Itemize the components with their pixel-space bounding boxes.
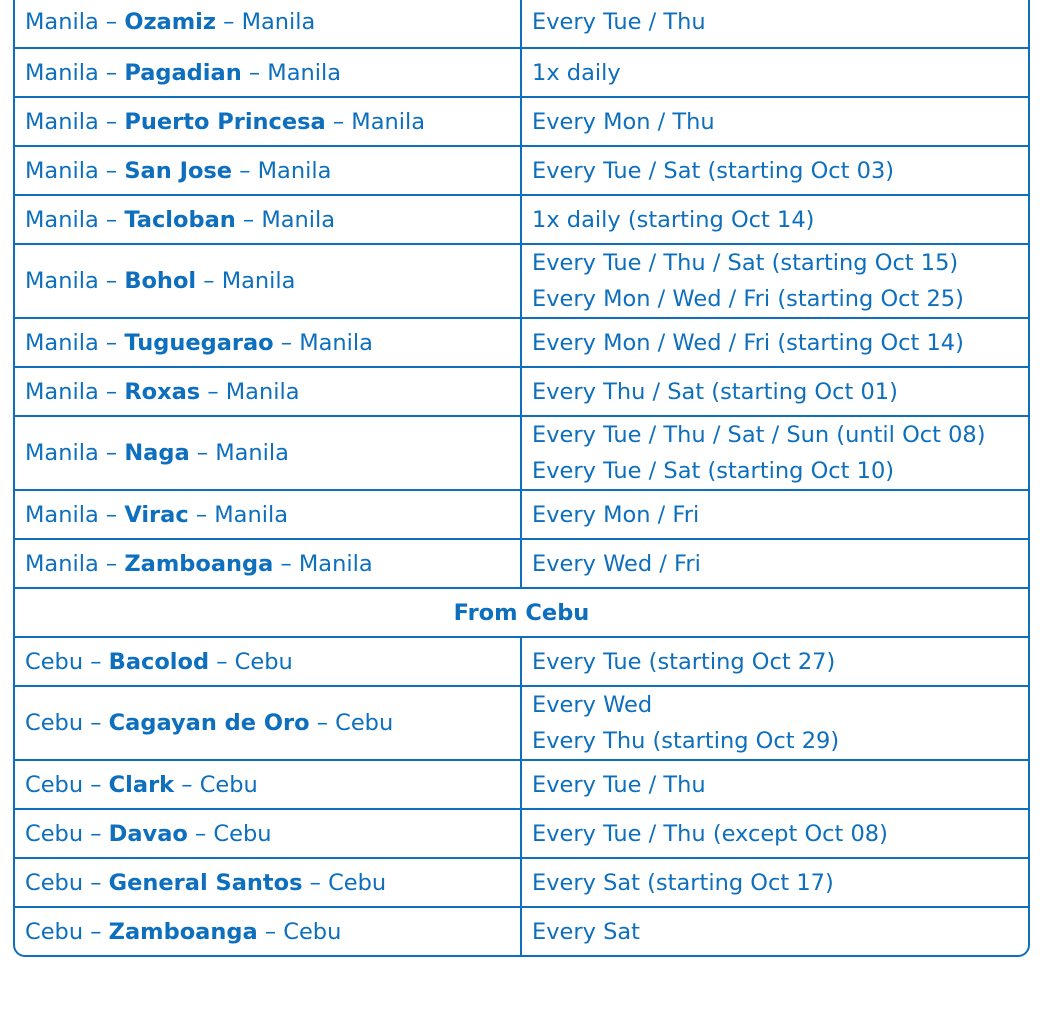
route-return: Manila [241,9,316,35]
schedule-line: Every Mon / Wed / Fri (starting Oct 14) [532,329,964,356]
route-cell [15,760,521,809]
route-return: Manila [299,329,373,356]
schedule-cell [521,97,1028,146]
table-row [15,686,1028,760]
route-destination-city: Cagayan de Oro [108,710,310,736]
route-cell [15,48,521,97]
table-row [15,760,1028,809]
schedule-line: Every Tue / Sat (starting Oct 10) [532,458,895,484]
route-destination-city: Zamboanga [124,550,274,577]
route-destination-city: Puerto Princesa [124,108,326,135]
route-separator: – [98,440,125,466]
route-destination-city: Virac [124,501,189,528]
route-separator: – [196,268,222,294]
schedule-line: 1x daily (starting Oct 14) [532,206,815,233]
route-cell [15,907,521,955]
schedule-line: Every Tue / Thu [532,771,706,798]
route-return: Manila [261,206,336,233]
route-separator: – [325,108,352,135]
table-row [15,367,1028,416]
route-destination-city: San Jose [124,157,233,184]
table-row [15,146,1028,195]
route-separator: – [83,820,109,847]
route-destination-city: Ozamiz [124,9,216,35]
route-destination-city: Pagadian [124,59,242,86]
schedule-line: Every Tue / Sat (starting Oct 03) [532,157,895,184]
route-separator: – [98,157,125,184]
route-origin: Manila [25,268,99,294]
route-separator: – [98,108,125,135]
schedule-line: Every Tue / Thu / Sat (starting Oct 15) [532,250,959,276]
route-origin: Cebu [25,771,84,798]
route-return: Manila [214,501,289,528]
route-destination-city: Naga [124,440,190,466]
route-separator: – [235,206,262,233]
route-origin: Manila [25,329,99,356]
route-return: Cebu [283,918,342,945]
route-return: Cebu [213,820,272,847]
schedule-line: Every Tue (starting Oct 27) [532,648,836,675]
table-row [15,48,1028,97]
route-origin: Manila [25,501,99,528]
route-origin: Manila [25,378,99,405]
schedule-cell [521,809,1028,858]
route-separator: – [309,710,336,736]
route-origin: Manila [25,206,99,233]
schedule-line: Every Mon / Wed / Fri (starting Oct 25) [532,286,964,312]
route-separator: – [273,329,300,356]
route-cell [15,367,521,416]
table-row [15,907,1028,955]
route-cell [15,686,521,760]
table-row [15,318,1028,367]
route-origin: Cebu [25,869,84,896]
section-header-row [15,588,1028,637]
route-destination-city: Bacolod [108,648,210,675]
schedule-cell [521,539,1028,588]
schedule-cell [521,195,1028,244]
route-origin: Manila [25,157,99,184]
route-cell [15,539,521,588]
schedule-cell [521,858,1028,907]
route-destination-city: Tuguegarao [124,329,274,356]
route-destination-city: Clark [108,771,175,798]
schedule-cell [521,367,1028,416]
route-origin: Manila [25,108,99,135]
route-destination-city: Bohol [124,268,197,294]
table-row [15,539,1028,588]
route-cell [15,809,521,858]
route-separator: – [98,59,125,86]
schedule-line: Every Tue / Thu / Sat / Sun (until Oct 08) [532,422,986,448]
route-cell [15,244,521,318]
table-row [15,97,1028,146]
schedule-cell [521,637,1028,686]
schedule-line: 1x daily [532,59,621,86]
route-separator: – [83,710,109,736]
flight-schedule-table [15,0,1028,955]
route-separator: – [174,771,200,798]
schedule-line: Every Thu / Sat (starting Oct 01) [532,378,898,405]
route-destination-city: General Santos [108,869,303,896]
flight-schedule-body [15,0,1028,955]
route-return: Cebu [335,710,394,736]
table-row [15,195,1028,244]
route-origin: Manila [25,59,99,86]
route-separator: – [98,206,125,233]
route-separator: – [189,440,216,466]
route-origin: Cebu [25,918,84,945]
schedule-cell [521,146,1028,195]
table-row [15,0,1028,48]
route-separator: – [200,378,226,405]
route-cell [15,416,521,490]
route-separator: – [98,329,125,356]
schedule-cell [521,48,1028,97]
route-cell [15,146,521,195]
schedule-line: Every Thu (starting Oct 29) [532,728,840,754]
route-origin: Cebu [25,648,84,675]
table-row [15,416,1028,490]
route-separator: – [257,918,284,945]
route-return: Cebu [199,771,258,798]
schedule-line: Every Wed [532,692,653,718]
route-separator: – [209,648,235,675]
route-separator: – [83,918,109,945]
route-cell [15,0,521,48]
route-cell [15,637,521,686]
route-return: Manila [351,108,426,135]
route-separator: – [98,501,125,528]
route-cell [15,97,521,146]
route-destination-city: Roxas [124,378,201,405]
table-row [15,809,1028,858]
route-destination-city: Zamboanga [108,918,258,945]
route-origin: Manila [25,9,99,35]
section-header-cebu: From Cebu [15,588,1028,637]
table-row [15,490,1028,539]
route-return: Manila [257,157,332,184]
route-cell [15,318,521,367]
schedule-line: Every Sat [532,918,640,945]
route-separator: – [232,157,258,184]
schedule-line: Every Mon / Fri [532,501,700,528]
schedule-cell [521,244,1028,318]
route-separator: – [98,9,125,35]
schedule-cell [521,686,1028,760]
route-return: Manila [298,550,373,577]
route-separator: – [98,550,125,577]
route-separator: – [188,501,215,528]
route-separator: – [98,268,125,294]
route-return: Manila [267,59,342,86]
route-origin: Manila [25,550,99,577]
schedule-line: Every Sat (starting Oct 17) [532,869,834,896]
route-separator: – [83,771,109,798]
route-return: Manila [225,378,300,405]
route-return: Cebu [234,648,293,675]
schedule-line: Every Tue / Thu (except Oct 08) [532,820,888,847]
route-separator: – [241,59,268,86]
route-separator: – [98,378,125,405]
table-row [15,637,1028,686]
route-cell [15,858,521,907]
route-return: Cebu [328,869,387,896]
schedule-line: Every Wed / Fri [532,550,701,577]
route-cell [15,490,521,539]
route-return: Manila [221,268,296,294]
table-row [15,858,1028,907]
route-destination-city: Tacloban [124,206,236,233]
route-separator: – [302,869,329,896]
route-origin: Manila [25,440,99,466]
schedule-cell [521,760,1028,809]
schedule-cell [521,416,1028,490]
route-separator: – [187,820,214,847]
schedule-cell [521,0,1028,48]
route-origin: Cebu [25,710,84,736]
schedule-line: Every Mon / Thu [532,108,715,135]
route-origin: Cebu [25,820,84,847]
schedule-cell [521,490,1028,539]
route-separator: – [83,869,109,896]
schedule-cell [521,318,1028,367]
route-cell [15,195,521,244]
flight-schedule-table-container [13,0,1030,957]
schedule-cell [521,907,1028,955]
route-separator: – [216,9,242,35]
route-return: Manila [215,440,289,466]
route-separator: – [83,648,109,675]
route-destination-city: Davao [108,820,188,847]
schedule-line: Every Tue / Thu [532,9,706,35]
table-row [15,244,1028,318]
route-separator: – [273,550,299,577]
